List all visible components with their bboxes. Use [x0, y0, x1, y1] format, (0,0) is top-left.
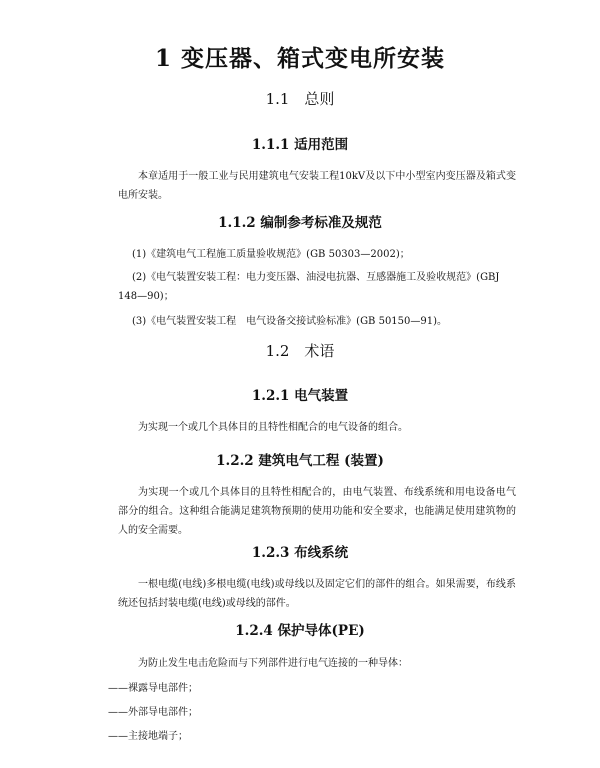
subsection-title-1-2-4: 1.2.4 保护导体(PE)	[235, 623, 365, 639]
section-title-1-2: 1.2 术语	[265, 342, 335, 360]
paragraph-1-1-1: 本章适用于一般工业与民用建筑电气安装工程10kV及以下中小型室内变压器及箱式变电所安装。	[118, 171, 516, 201]
list-item: ——主接地端子；	[108, 731, 188, 742]
subsection-title-1-2-2: 1.2.2 建筑电气工程 (装置)	[216, 453, 384, 469]
subsection-title-1-1-1: 1.1.1 适用范围	[251, 137, 349, 153]
list-item: ——裸露导电部件；	[108, 683, 198, 694]
subsection-title-1-1-2: 1.1.2 编制参考标准及规范	[218, 215, 382, 231]
subsection-title-1-2-3: 1.2.3 布线系统	[251, 545, 349, 561]
paragraph-1-2-1: 为实现一个或几个具体目的且特性相配合的电气设备的组合。	[138, 422, 408, 433]
list-item: ——外部导电部件；	[108, 707, 198, 718]
paragraph-1-2-4: 为防止发生电击危险而与下列部件进行电气连接的一种导体：	[138, 658, 408, 669]
reference-item: (3)《电气装置安装工程 电气设备交接试验标准》(GB 50150—91)。	[132, 316, 448, 327]
paragraph-1-2-2: 为实现一个或几个具体目的且特性相配合的，由电气装置、布线系统和用电设备电气部分的组合。这种组合能满足建筑物预期的使用功能和安全要求，也能满足使用建筑物的人的安全需要。	[118, 487, 516, 536]
reference-item: (2)《电气装置安装工程：电力变压器、油浸电抗器、互感器施工及验收规范》(GBJ 148—90)；	[118, 272, 500, 302]
subsection-title-1-2-1: 1.2.1 电气装置	[251, 388, 349, 404]
section-title-1-1: 1.1 总则	[265, 90, 335, 108]
reference-item: (1)《建筑电气工程施工质量验收规范》(GB 50303—2002)；	[132, 249, 410, 260]
paragraph-1-2-3: 一根电缆(电线)多根电缆(电线)或母线以及固定它们的部件的组合。如果需要，布线系统还包括封装电缆(电线)或母线的部件。	[118, 579, 516, 609]
chapter-title: 1 变压器、箱式变电所安装	[154, 45, 445, 72]
